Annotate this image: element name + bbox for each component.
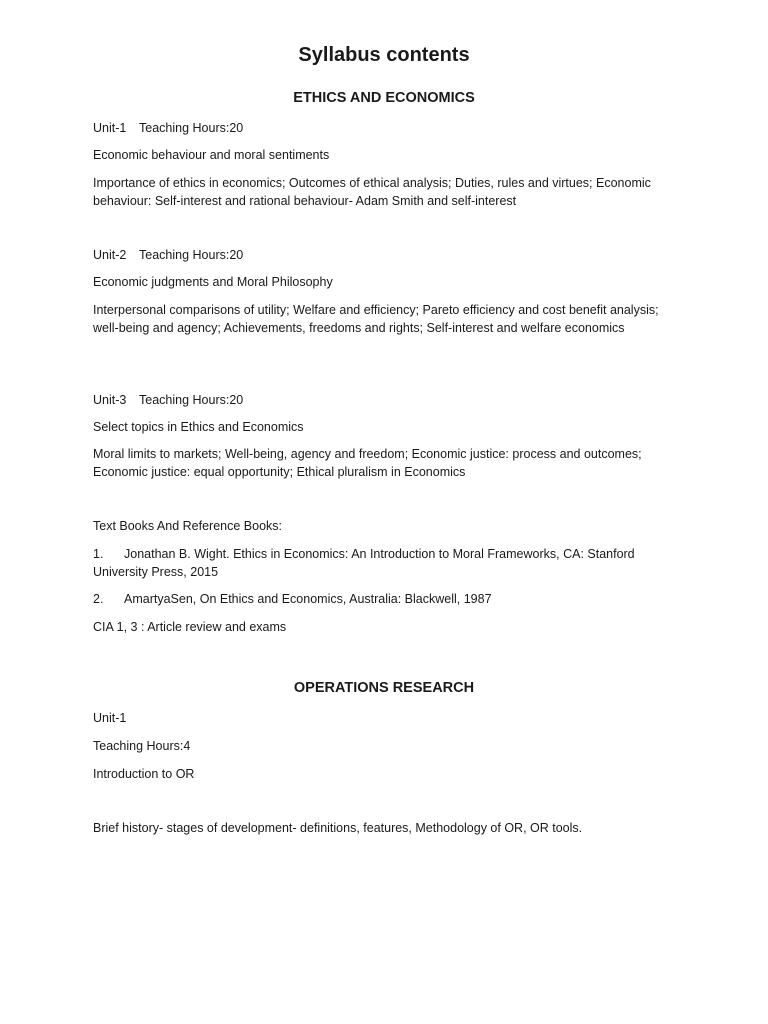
book-number: 2. [93,592,104,606]
cia-line: CIA 1, 3 : Article review and exams [93,620,287,634]
section-heading-or: OPERATIONS RESEARCH [293,680,475,696]
unit-topic: Select topics in Ethics and Economics [93,420,304,434]
page-title: Syllabus contents [298,44,470,66]
teaching-hours: Teaching Hours:4 [93,739,191,753]
unit-header [93,392,683,410]
teaching-hours: Teaching Hours:20 [139,248,244,262]
book-text: AmartyaSen, On Ethics and Economics, Australia: Blackwell, 1987 [124,592,492,606]
unit-header [93,247,683,265]
unit-content: Moral limits to markets; Well-being, agency and freedom; Economic justice: process and outcomes; Economic justice: equal opportunity; Ethical pluralism in Economics [93,447,642,479]
unit-label: Unit-1 [93,121,127,135]
unit-label: Unit-1 [93,711,127,725]
unit-topic: Economic judgments and Moral Philosophy [93,275,333,289]
teaching-hours: Teaching Hours:20 [139,121,244,135]
unit-content: Interpersonal comparisons of utility; Welfare and efficiency; Pareto efficiency and cost benefit analysis; well-being and agency; Achievements, freedoms and rights; Self-interest and welfare economics [93,303,659,335]
unit-label: Unit-3 [93,393,127,407]
unit-label: Unit-2 [93,248,127,262]
unit-content: Brief history- stages of development- definitions, features, Methodology of OR, OR tools. [93,821,583,835]
teaching-hours: Teaching Hours:20 [139,393,244,407]
book-text: Jonathan B. Wight. Ethics in Economics: An Introduction to Moral Frameworks, CA: Stanford University Press, 2015 [93,547,635,579]
book-item [93,591,683,609]
section-heading-ethics: ETHICS AND ECONOMICS [293,90,475,106]
unit-header [93,120,683,138]
unit-topic: Introduction to OR [93,767,195,781]
unit-content: Importance of ethics in economics; Outcomes of ethical analysis; Duties, rules and virtues; Economic behaviour: Self-interest and rational behaviour- Adam Smith and self-interest [93,176,651,208]
books-heading: Text Books And Reference Books: [93,519,282,533]
book-number: 1. [93,547,104,561]
book-item [93,546,683,581]
unit-topic: Economic behaviour and moral sentiments [93,148,330,162]
